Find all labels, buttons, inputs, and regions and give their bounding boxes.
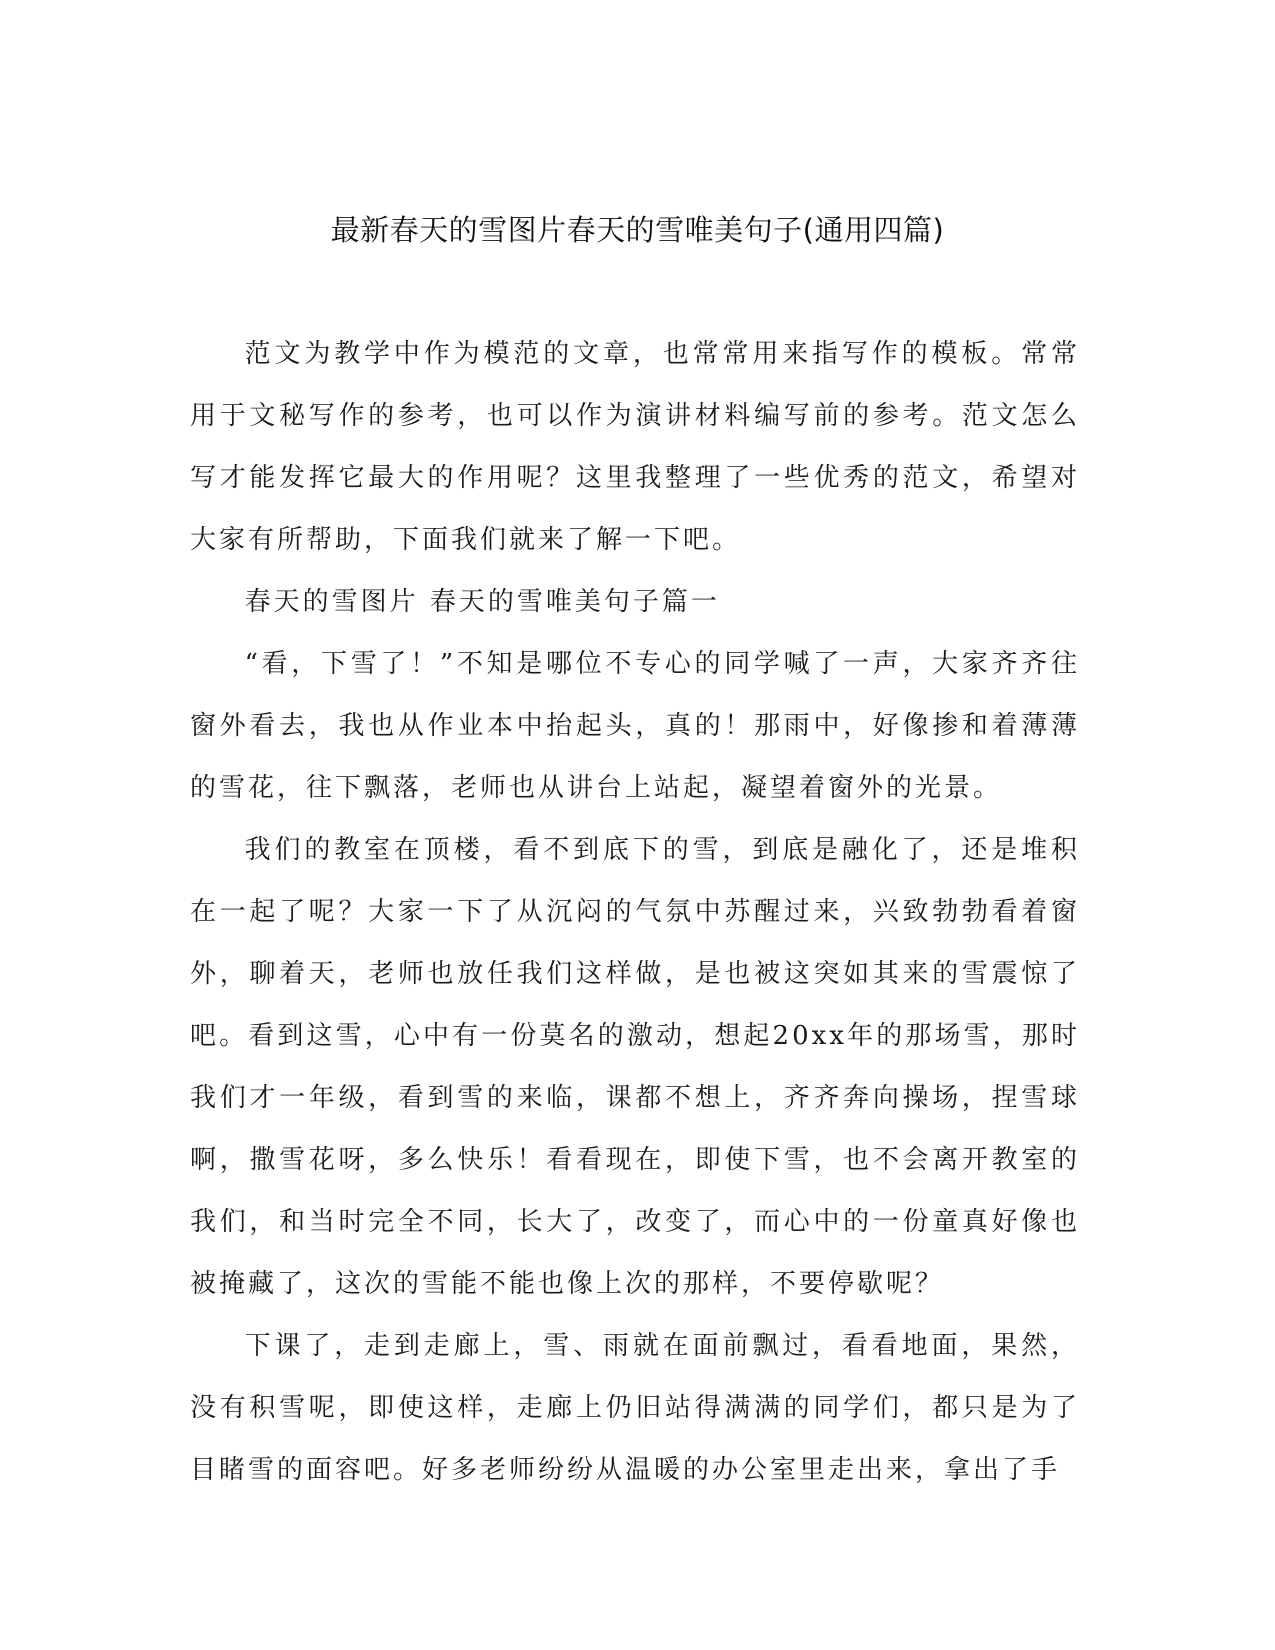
document-title: 最新春天的雪图片春天的雪唯美句子(通用四篇): [330, 213, 945, 247]
paragraph: “看，下雪了！”不知是哪位不专心的同学喊了一声，大家齐齐往窗外看去，我也从作业本中抬起头，真的！那雨中，好像掺和着薄薄的雪花，往下飘落，老师也从讲台上站起，凝望着窗外的光景。: [190, 649, 1080, 803]
document-body: [190, 323, 1080, 1501]
paragraph: 我们的教室在顶楼，看不到底下的雪，到底是融化了，还是堆积在一起了呢？大家一下了从沉闷的气氛中苏醒过来，兴致勃勃看着窗外，聊着天，老师也放任我们这样做，是也被这突如其来的雪震惊了吧。看到这雪，心中有一份莫名的激动，想起20xx年的那场雪，那时我们才一年级，看到雪的来临，课都不想上，齐齐奔向操场，捏雪球啊，撒雪花呀，多么快乐！看看现在，即使下雪，也不会离开教室的我们，和当时完全不同，长大了，改变了，而心中的一份童真好像也被掩藏了，这次的雪能不能也像上次的那样，不要停歇呢？: [190, 835, 1080, 1299]
paragraph-intro: 范文为教学中作为模范的文章，也常常用来指写作的模板。常常用于文秘写作的参考，也可以作为演讲材料编写前的参考。范文怎么写才能发挥它最大的作用呢？这里我整理了一些优秀的范文，希望对大家有所帮助，下面我们就来了解一下吧。: [190, 339, 1080, 555]
paragraph: 下课了，走到走廊上，雪、雨就在面前飘过，看看地面，果然，没有积雪呢，即使这样，走廊上仍旧站得满满的同学们，都只是为了目睹雪的面容吧。好多老师纷纷从温暖的办公室里走出来，拿出了手: [190, 1331, 1080, 1485]
section-heading: 春天的雪图片 春天的雪唯美句子篇一: [244, 587, 720, 617]
